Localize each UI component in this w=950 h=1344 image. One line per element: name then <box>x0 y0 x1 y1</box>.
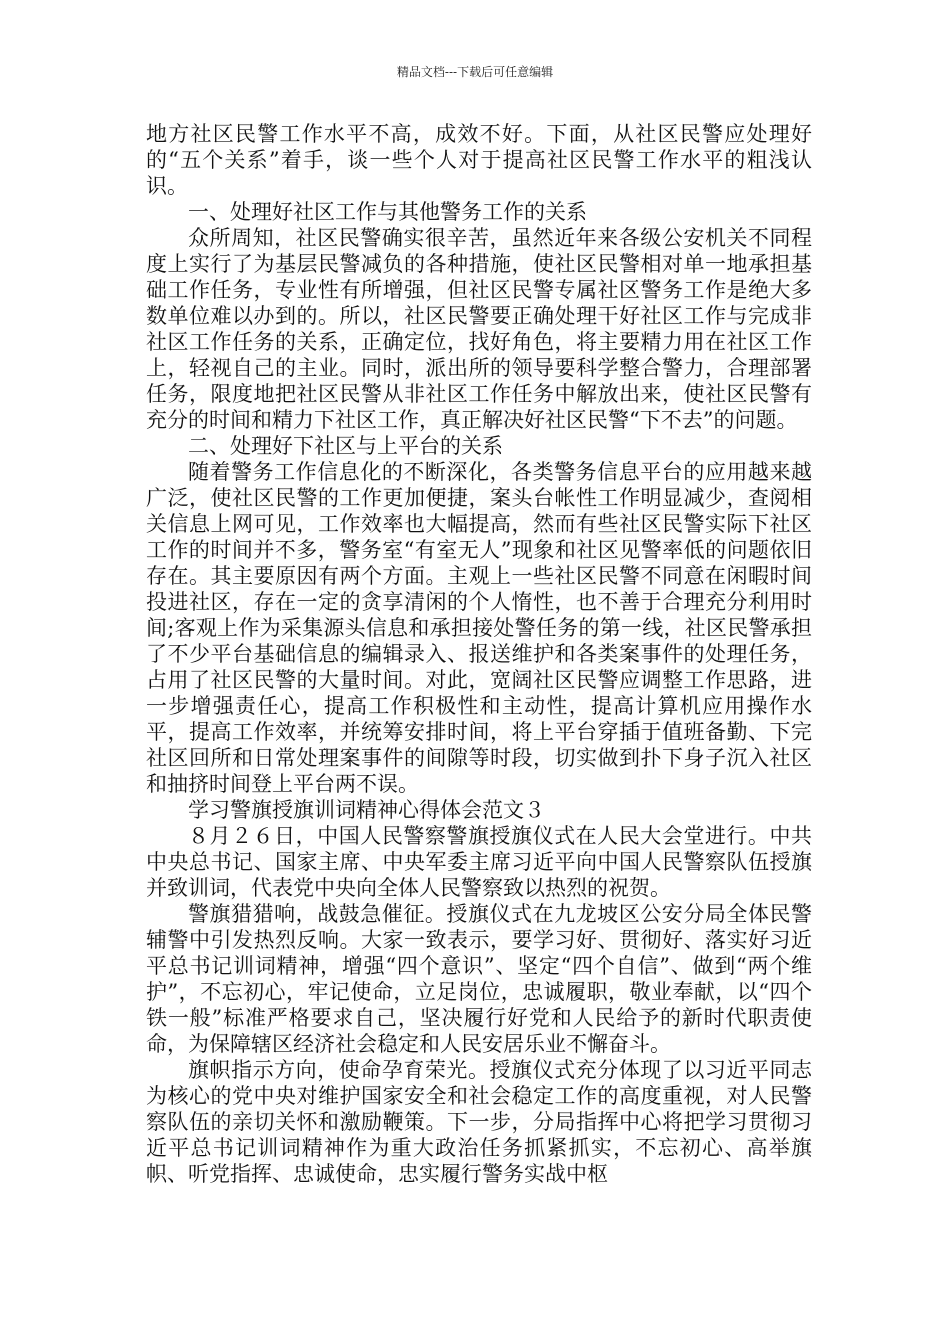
paragraph-section-2: 随着警务工作信息化的不断深化，各类警务信息平台的应用越来越广泛，使社区民警的工作更加便捷，案头台帐性工作明显减少，查阅相关信息上网可见，工作效率也大幅提高，然而有些社区民警实际下社区工作的时间并不多，警务室“有室无人”现象和社区见警率低的问题依旧存在。其主要原因有两个方面。主观上一些社区民警不同意在闲暇时间投进社区，存在一定的贪享清闲的个人惰性，也不善于合理充分利用时间;客观上作为采集源头信息和承担接处警任务的第一线，社区民警承担了不少平台基础信息的编辑录入、报送维护和各类案事件的处理任务，占用了社区民警的大量时间。对此，宽阔社区民警应调整工作思路，进一步增强责任心，提高工作积极性和主动性，提高计算机应用操作水平，提高工作效率，并统筹安排时间，将上平台穿插于值班备勤、下完社区回所和日常处理案事件的间隙等时段，切实做到扑下身子沉入社区和抽挤时间登上平台两不误。 <box>146 460 812 796</box>
section-heading-2: 二、处理好下社区与上平台的关系 <box>188 434 503 458</box>
paragraph-article-2: 警旗猎猎响，战鼓急催征。授旗仪式在九龙坡区公安分局全体民警辅警中引发热烈反响。大家一致表示，要学习好、贯彻好、落实好习近平总书记训词精神，增强“四个意识”、坚定“四个自信”、做到“两个维护”，不忘初心，牢记使命，立足岗位，忠诚履职，敬业奉献，以“四个铁一般”标准严格要求自己，坚决履行好党和人民给予的新时代职责使命，为保障辖区经济社会稳定和人民安居乐业不懈奋斗。 <box>146 902 812 1056</box>
document-body <box>146 121 812 1187</box>
paragraph-intro-continuation: 地方社区民警工作水平不高，成效不好。下面，从社区民警应处理好的“五个关系”着手，谈一些个人对于提高社区民警工作水平的粗浅认识。 <box>146 122 812 198</box>
article-title: 学习警旗授旗训词精神心得体会范文３ <box>188 798 545 822</box>
paragraph-article-1: ８月２６日，中国人民警察警旗授旗仪式在人民大会堂进行。中共中央总书记、国家主席、中央军委主席习近平向中国人民警察队伍授旗并致训词，代表党中央向全体人民警察致以热烈的祝贺。 <box>146 824 812 900</box>
page-header: 精品文档---下载后可任意编辑 <box>396 65 554 79</box>
paragraph-section-1: 众所周知，社区民警确实很辛苦，虽然近年来各级公安机关不同程度上实行了为基层民警减负的各种措施，使社区民警相对单一地承担基础工作任务，专业性有所增强，但社区民警专属社区警务工作是绝大多数单位难以办到的。所以，社区民警要正确处理干好社区工作与完成非社区工作任务的关系，正确定位，找好角色，将主要精力用在社区工作上，轻视自己的主业。同时，派出所的领导要科学整合警力，合理部署任务，限度地把社区民警从非社区工作任务中解放出来，使社区民警有充分的时间和精力下社区工作，真正解决好社区民警“下不去”的问题。 <box>146 226 812 432</box>
section-heading-1: 一、处理好社区工作与其他警务工作的关系 <box>188 200 587 224</box>
paragraph-article-3: 旗帜指示方向，使命孕育荣光。授旗仪式充分体现了以习近平同志为核心的党中央对维护国家安全和社会稳定工作的高度重视，对人民警察队伍的亲切关怀和激励鞭策。下一步，分局指挥中心将把学习贯彻习近平总书记训词精神作为重大政治任务抓紧抓实，不忘初心、高举旗帜、听党指挥、忠诚使命，忠实履行警务实战中枢 <box>146 1058 812 1186</box>
